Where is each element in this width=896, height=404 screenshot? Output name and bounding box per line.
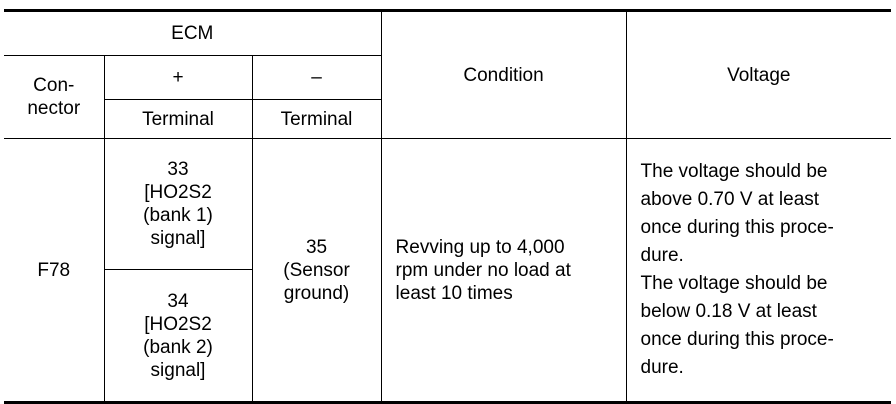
voltage-header: Voltage	[626, 11, 891, 139]
voltage-line: The voltage should be	[640, 273, 828, 294]
condition-line: Revving up to 4,000	[395, 236, 565, 258]
plus-header: +	[104, 56, 252, 100]
terminal-line: (bank 1)	[143, 205, 213, 226]
minus-header: –	[252, 56, 381, 100]
voltage-cell	[626, 139, 891, 403]
connector-header-line1: Con-	[33, 75, 75, 96]
ecm-terminal-table	[4, 9, 891, 404]
voltage-line: once during this proce-	[640, 329, 834, 350]
terminal-line: [HO2S2	[144, 313, 212, 335]
terminal-line: ground)	[283, 282, 350, 304]
terminal-plus-header: Terminal	[104, 100, 252, 139]
terminal-line: 34	[167, 290, 189, 312]
voltage-line: below 0.18 V at least	[640, 301, 817, 322]
voltage-line: dure.	[640, 357, 684, 378]
terminal-line: signal]	[150, 228, 206, 249]
condition-header: Condition	[381, 11, 626, 139]
condition-line: least 10 times	[395, 282, 513, 304]
terminal-line: 35	[305, 236, 328, 258]
connector-cell: F78	[4, 139, 104, 403]
voltage-line: The voltage should be	[640, 161, 828, 182]
connector-header-line2: nector	[27, 98, 81, 119]
terminal-line: (Sensor	[283, 259, 350, 281]
plus-terminal-34	[104, 270, 252, 403]
condition-cell	[381, 139, 626, 403]
terminal-minus-header: Terminal	[252, 100, 381, 139]
terminal-line: (bank 2)	[143, 336, 213, 358]
voltage-line: once during this proce-	[640, 217, 834, 238]
ecm-header: ECM	[4, 11, 381, 56]
voltage-line: dure.	[640, 245, 684, 266]
terminal-line: 33	[167, 159, 189, 180]
plus-terminal-33	[104, 139, 252, 270]
voltage-line: above 0.70 V at least	[640, 189, 820, 210]
minus-terminal-35	[252, 139, 381, 403]
connector-header	[4, 56, 104, 139]
terminal-line: signal]	[150, 359, 206, 381]
terminal-line: [HO2S2	[144, 182, 212, 203]
condition-line: rpm under no load at	[395, 259, 571, 281]
